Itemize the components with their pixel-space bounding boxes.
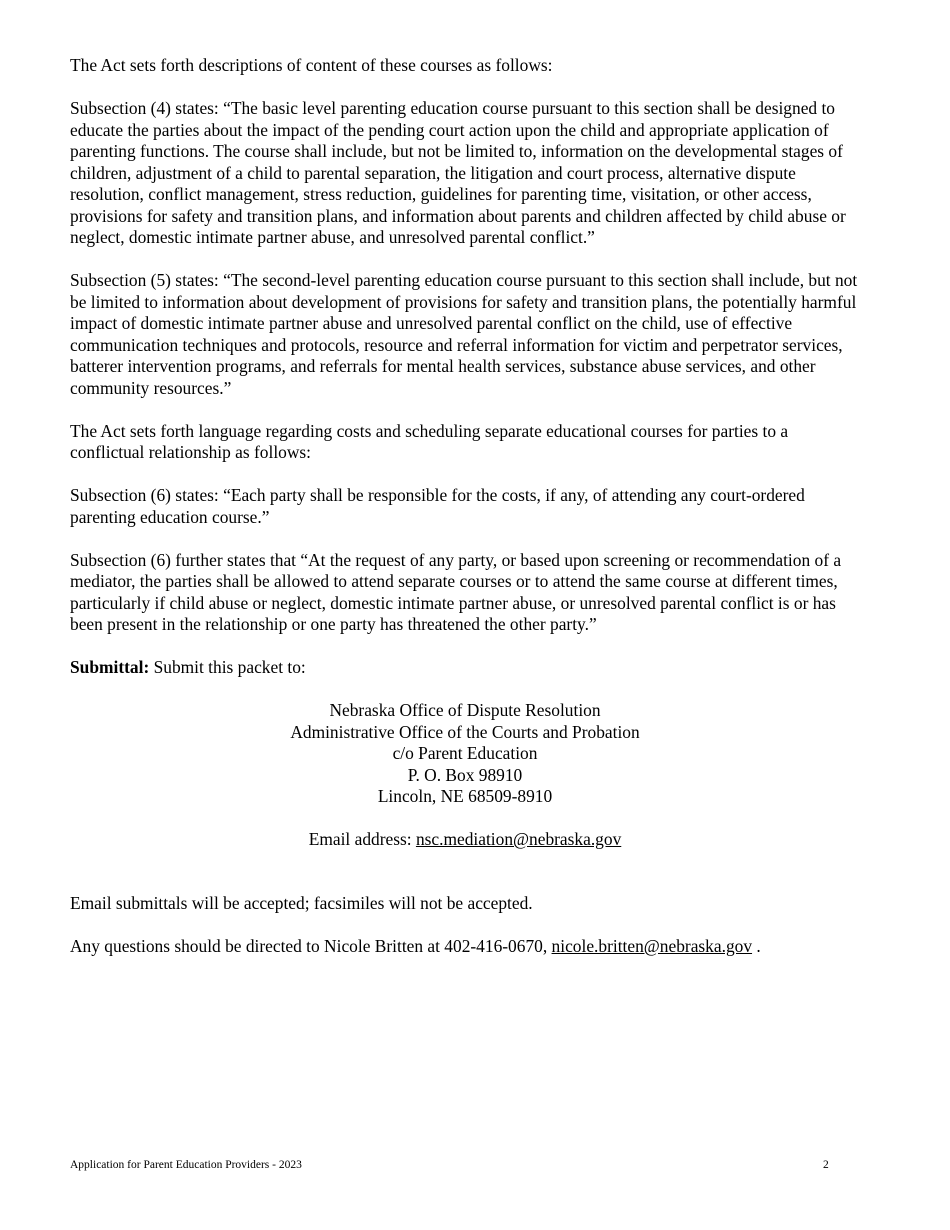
address-line-4: P. O. Box 98910 [407,764,523,785]
submittal-paragraph [70,657,860,679]
email-label: Email address: [308,829,416,849]
email-address-line [70,829,860,851]
footer-title: Application for Parent Education Providers - 2023 [70,1159,302,1171]
questions-text: Any questions should be directed to Nicole Britten at 402-416-0670, [70,935,552,956]
mailing-address [70,700,860,808]
subsection-6-separate-courses-paragraph: Subsection (6) further states that “At the request of any party, or based upon screening or recommendation of a mediator, the parties shall be allowed to attend separate courses or to attend the same course at different times, particularly if child abuse or neglect, domestic intimate partner abuse, or unresolved parental conflict is or has been present in the relationship or one party has threatened the other party.” [70,549,842,634]
page-number: 2 [823,1159,829,1171]
address-line-5: Lincoln, NE 68509-8910 [377,786,553,806]
email-submittal-note: Email submittals will be accepted; facsimiles will not be accepted. [70,892,533,913]
address-line-1: Nebraska Office of Dispute Resolution [329,700,601,720]
subsection-4-paragraph: Subsection (4) states: “The basic level parenting education course pursuant to this section shall be designed to educate the parties about the impact of the pending court action upon the child and appropriate application of parenting functions. The course shall include, but not be limited to, information on the developmental stages of children, adjustment of a child to parental separation, the litigation and court process, alternative dispute resolution, conflict management, stress reduction, guidelines for parenting time, visitation, or other access, provisions for safety and transition plans, and information about parents and children affected by child abuse or neglect, domestic intimate partner abuse, and unresolved parental conflict.” [70,98,846,247]
subsection-6-costs-paragraph: Subsection (6) states: “Each party shall be responsible for the costs, if any, of attending any court-ordered parenting education course.” [70,485,805,527]
costs-intro-paragraph: The Act sets forth language regarding costs and scheduling separate educational courses for parties to a conflictual relationship as follows: [70,420,789,462]
mediation-email-link[interactable]: nsc.mediation@nebraska.gov [415,829,622,849]
questions-end: . [752,935,761,956]
document-body [70,55,860,979]
address-line-2: Administrative Office of the Courts and Probation [290,721,640,742]
address-line-3: c/o Parent Education [392,743,538,763]
submittal-label: Submittal: [70,657,150,677]
submittal-text: Submit this packet to: [149,657,306,677]
contact-email-link[interactable]: nicole.britten@nebraska.gov [551,935,753,956]
intro-paragraph: The Act sets forth descriptions of content of these courses as follows: [70,55,553,75]
subsection-5-paragraph: Subsection (5) states: “The second-level parenting education course pursuant to this section shall include, but not be limited to information about development of provisions for safety and transition plans, the potentially harmful impact of domestic intimate partner abuse and unresolved parental conflict on the child, use of effective communication techniques and protocols, resource and referral information for victim and perpetrator services, batterer intervention programs, and referrals for mental health services, substance abuse services, and other community resources.” [70,270,858,398]
questions-paragraph [70,936,860,958]
